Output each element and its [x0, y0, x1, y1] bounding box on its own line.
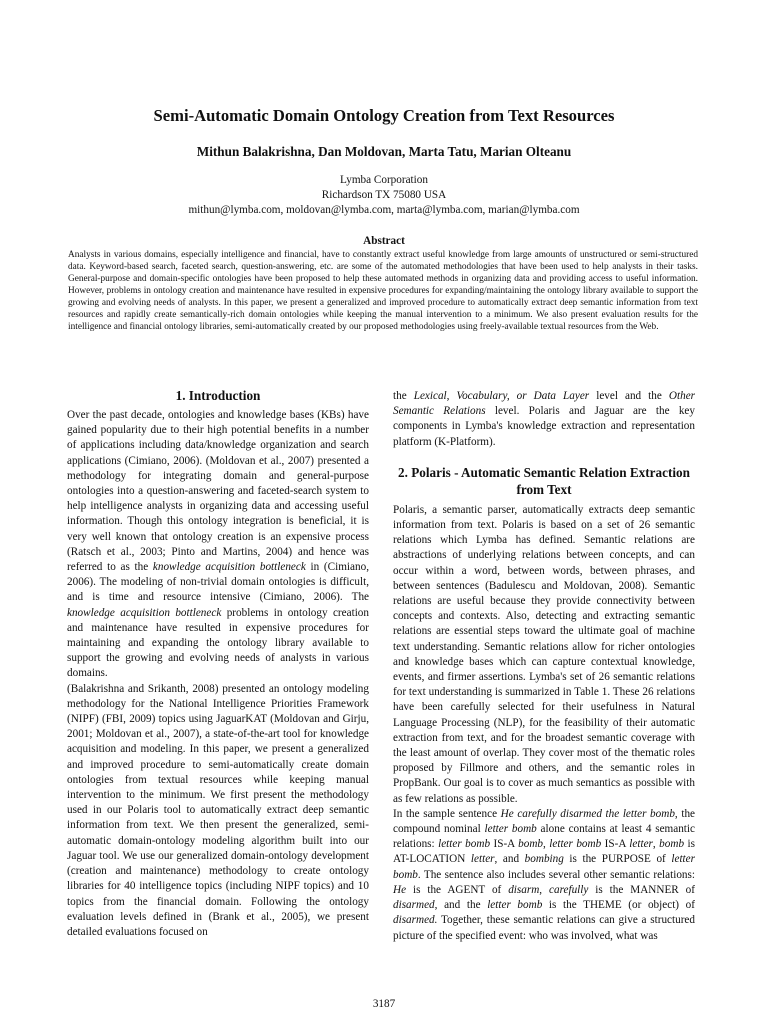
italic-term: Other Semantic Relations: [393, 390, 696, 418]
italic-term: disarm: [508, 883, 540, 896]
section-1-heading: 1. Introduction: [175, 388, 261, 403]
italic-term: bomb: [518, 838, 543, 851]
paper-title: Semi-Automatic Domain Ontology Creation from Text Resources: [153, 106, 615, 125]
italic-term: bomb: [659, 838, 685, 851]
text-run: in (Cimiano, 2006). The modeling of non-trivial domain ontologies is difficult, and is time and resource intensive (Cimiano, 2006). The: [67, 561, 369, 604]
abstract-heading: Abstract: [363, 235, 405, 247]
polaris-paragraph-2: [393, 807, 695, 944]
italic-term: disarmed: [393, 899, 435, 912]
text-run: . The sentence also includes several other semantic relations:: [417, 868, 695, 881]
intro-paragraph-continued: [393, 389, 695, 450]
text-run: level. Polaris and Jaguar are the key components in Lymba's knowledge extraction and representation platform (K-Platform).: [393, 405, 695, 448]
text-run: problems in ontology creation and maintenance have resulted in expensive procedures for maintaining and expanding the ontology library available to support the growing and evolving needs of analysts in various domains.: [67, 606, 369, 680]
text-run: is the MANNER of: [588, 883, 695, 896]
intro-paragraph-1: [67, 408, 369, 682]
affiliation-org: Lymba Corporation: [340, 174, 428, 186]
italic-term: disarmed.: [393, 914, 438, 927]
text-run: , and: [494, 853, 525, 866]
text-run: IS-A: [490, 838, 519, 851]
text-run: , the compound nominal: [393, 807, 696, 836]
italic-term: letter bomb: [484, 823, 537, 836]
text-run: , and the: [434, 899, 488, 912]
right-column: [393, 389, 695, 944]
affiliation-address: Richardson TX 75080 USA: [321, 189, 447, 201]
italic-term: bombing: [524, 853, 564, 866]
text-run: ,: [543, 838, 550, 851]
author-emails: mithun@lymba.com, moldovan@lymba.com, marta@lymba.com, marian@lymba.com: [188, 204, 580, 216]
italic-term: He carefully disarmed the letter bomb: [500, 807, 675, 820]
italic-term: letter: [470, 853, 495, 866]
text-run: is the AGENT of: [406, 883, 509, 896]
text-run: ,: [652, 838, 660, 851]
text-run: Together, these semantic relations can give a structured picture of the specified event: who was involved, what was: [393, 914, 695, 942]
italic-term: letter bomb: [487, 899, 543, 912]
author-list: Mithun Balakrishna, Dan Moldovan, Marta Tatu, Marian Olteanu: [196, 144, 572, 159]
italic-term: letter bomb: [438, 838, 491, 851]
text-run: In the sample sentence: [393, 807, 501, 820]
abstract-text: Analysts in various domains, especially intelligence and financial, have to constantly extract useful knowledge from large amounts of unstructured or semi-structured data. Keyword-based search, faceted search, question-answering, etc. are some of the automated methodologies that have been used to help analysts in their tasks. General-purpose and domain-specific ontologies have been proposed to help these automated methods in organizing data and providing access to useful information. However, problems in ontology creation and maintenance have resulted in expensive procedures for expanding/maintaining the ontology library available to support the growing and evolving needs of analysts. In this paper, we present a generalized and improved procedure to automatically extract deep semantic information from text resources and rapidly create semantically-rich domain ontologies while keeping the manual intervention to a minimum. We also present evaluation results for the intelligence and financial ontology libraries, semi-automatically created by our proposed methodologies using freely-available textual resources from the Web.: [68, 250, 698, 332]
italic-term: letter bomb: [393, 853, 695, 881]
polaris-paragraph-1: Polaris, a semantic parser, automatically extracts deep semantic information from text. Polaris is based on a set of 26 semantic relations which Lymba has defined. Semantic relations are abstractions of underlying relations between concepts, and can occur within a word, between words, between phrases, and between sentences (Badulescu and Moldovan, 2008). Semantic relations are useful because they provide connectivity between concepts and contexts. Also, detecting and extracting semantic relations are essential steps toward the ultimate goal of machine text understanding. Semantic relations allow for richer ontologies and knowledge bases which can capture contextual knowledge, events, and firmer assertions. Lymba's set of 26 semantic relations for text understanding is summarized in Table 1. These 26 relations have been carefully selected for their usefulness in Natural Language Processing (NLP), for the feasibility of their automatic extraction from text, and for the broadest semantic coverage with the least amount of overlap. They cover most of the thematic roles proposed by Fillmore and others, and the semantic roles in PropBank. Our goal is to cover as much semantics as possible with as few relations as possible.: [393, 503, 695, 805]
italic-term: knowledge acquisition bottleneck: [67, 606, 222, 619]
italic-term: He: [393, 883, 407, 896]
affiliation-block: [0, 173, 768, 218]
intro-paragraph-2: (Balakrishna and Srikanth, 2008) presented an ontology modeling methodology for the National Intelligence Priorities Framework (NIPF) (FBI, 2009) topics using JaguarKAT (Moldovan and Girju, 2001; Moldovan et al., 2007), a state-of-the-art tool for knowledge acquisition and modeling. In this paper, we present a generalized and improved procedure to semi-automatically create domain ontologies from textual resources while keeping manual intervention to the minimum. We first present the methodology used in our Polaris tool to automatically extract deep semantic information from text. We then present the generalized, semi-automatic domain-ontology modeling algorithm built into our Jaguar tool. We use our generalized domain-ontology development (creation and maintenance) methodology to create ontology libraries for 40 intelligence topics (including NIPF topics) and 10 topics from the financial domain. Following the ontology evaluation levels defined in (Brank et al., 2005), we present detailed evaluations focused on: [67, 682, 369, 938]
italic-term: carefully: [549, 883, 589, 896]
italic-term: letter bomb: [549, 838, 602, 851]
italic-term: knowledge acquisition bottleneck: [152, 561, 306, 574]
text-run: ,: [539, 883, 550, 896]
text-run: is AT-LOCATION: [393, 838, 695, 866]
section-2-heading: 2. Polaris - Automatic Semantic Relation Extraction from Text: [398, 464, 690, 497]
text-run: Over the past decade, ontologies and knowledge bases (KBs) have gained popularity due to their high potential benefits in a number of applications including data/knowledge organization and search applications (Cimiano, 2006). (Moldovan et al., 2007) presented a methodology for integrating domain and general-purpose ontologies into a question-answering and faceted-search system to help intelligence analysts in organizing data and accessing useful information. Though this ontology integration is beneficial, it is very well known that ontology creation is an expensive process (Ratsch et al., 2003; Pinto and Martins, 2004) and hence was referred to as the: [67, 409, 369, 574]
text-run: alone contains at least 4 semantic relations:: [393, 823, 695, 851]
italic-term: Lexical, Vocabulary, or Data Layer: [413, 390, 590, 402]
page-number: 3187: [372, 998, 396, 1010]
text-run: IS-A: [601, 838, 630, 851]
italic-term: letter: [629, 838, 653, 851]
text-run: is the THEME (or object) of: [542, 899, 695, 912]
left-column: [67, 387, 369, 940]
text-run: the: [393, 390, 414, 402]
text-run: level and the: [589, 390, 669, 402]
text-run: is the PURPOSE of: [563, 853, 672, 866]
